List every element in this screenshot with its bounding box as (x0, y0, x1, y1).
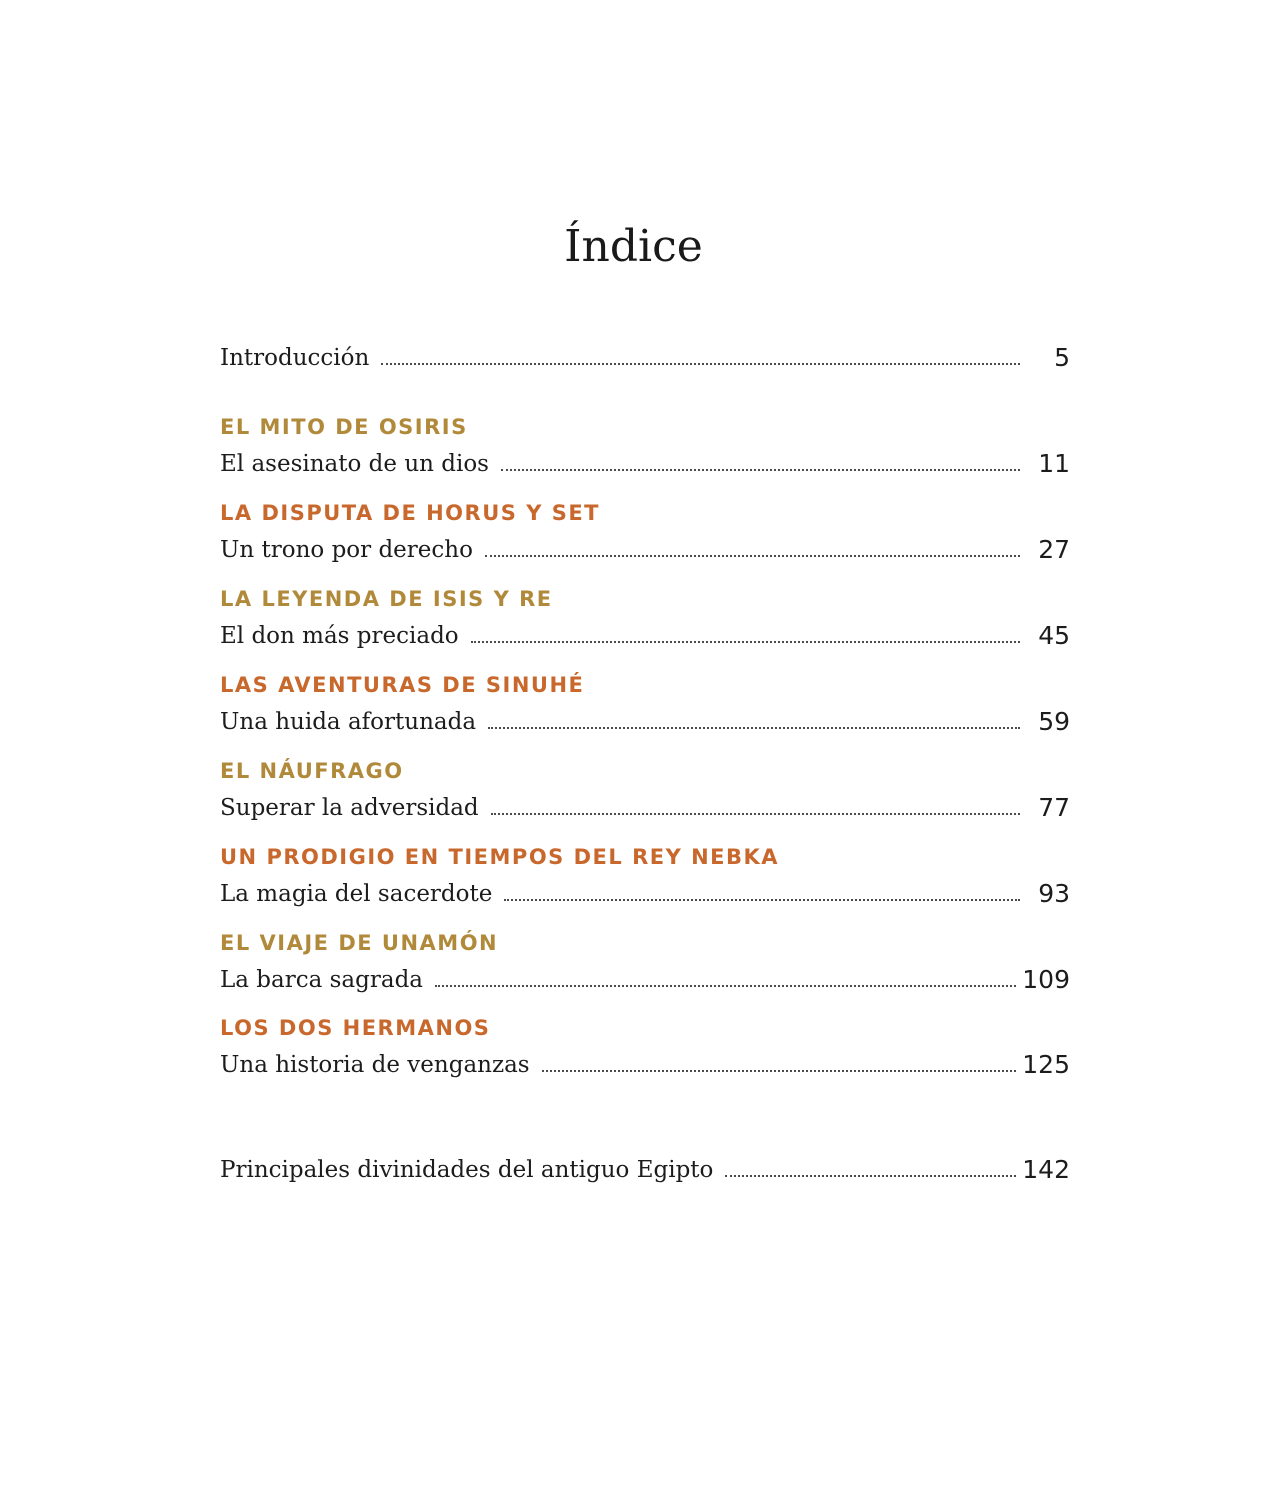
page-number: 5 (1054, 343, 1070, 372)
section-heading: UN PRODIGIO EN TIEMPOS DEL REY NEBKA (220, 845, 780, 869)
toc-entry[interactable] (220, 440, 1070, 480)
toc-entry[interactable] (220, 612, 1070, 652)
dot-leader (381, 342, 1020, 374)
dot-leader (491, 792, 1020, 824)
toc-entry-introduction[interactable] (220, 334, 1070, 374)
toc-entry[interactable] (220, 956, 1070, 996)
section-heading: EL VIAJE DE UNAMÓN (220, 931, 499, 955)
section-heading: LOS DOS HERMANOS (220, 1016, 491, 1040)
page-number: 93 (1038, 879, 1070, 908)
dot-leader (435, 964, 1016, 996)
entry-label: Una historia de venganzas (220, 1052, 530, 1078)
dot-leader (488, 706, 1020, 738)
entry-label: Principales divinidades del antiguo Egipto (220, 1157, 714, 1183)
section-heading: EL NÁUFRAGO (220, 759, 404, 783)
entry-label: La barca sagrada (220, 967, 424, 993)
dot-leader (471, 620, 1020, 652)
section-heading: LA DISPUTA DE HORUS Y SET (220, 501, 601, 525)
toc-entry[interactable] (220, 698, 1070, 738)
page-number: 11 (1038, 449, 1070, 478)
toc-entry[interactable] (220, 784, 1070, 824)
page-title: Índice (564, 221, 703, 273)
toc-entry[interactable] (220, 1041, 1070, 1081)
entry-label: La magia del sacerdote (220, 881, 493, 907)
entry-label: Una huida afortunada (220, 709, 477, 735)
toc-entry-appendix[interactable] (220, 1146, 1070, 1186)
dot-leader (485, 534, 1020, 566)
section-heading: LAS AVENTURAS DE SINUHÉ (220, 673, 585, 697)
section-heading: LA LEYENDA DE ISIS Y RE (220, 587, 553, 611)
page-number: 77 (1038, 793, 1070, 822)
section-heading: EL MITO DE OSIRIS (220, 415, 468, 439)
page-number: 27 (1038, 535, 1070, 564)
entry-label: El asesinato de un dios (220, 451, 489, 477)
toc-entry[interactable] (220, 870, 1070, 910)
dot-leader (501, 448, 1020, 480)
page-number: 109 (1022, 965, 1070, 994)
entry-label: Introducción (220, 345, 370, 371)
entry-label: El don más preciado (220, 623, 459, 649)
dot-leader (542, 1049, 1017, 1081)
dot-leader (725, 1154, 1016, 1186)
toc-entry[interactable] (220, 526, 1070, 566)
entry-label: Un trono por derecho (220, 537, 473, 563)
page-number: 125 (1022, 1050, 1070, 1079)
dot-leader (504, 878, 1020, 910)
page-number: 45 (1038, 621, 1070, 650)
page-number: 59 (1038, 707, 1070, 736)
page-number: 142 (1022, 1155, 1070, 1184)
entry-label: Superar la adversidad (220, 795, 479, 821)
